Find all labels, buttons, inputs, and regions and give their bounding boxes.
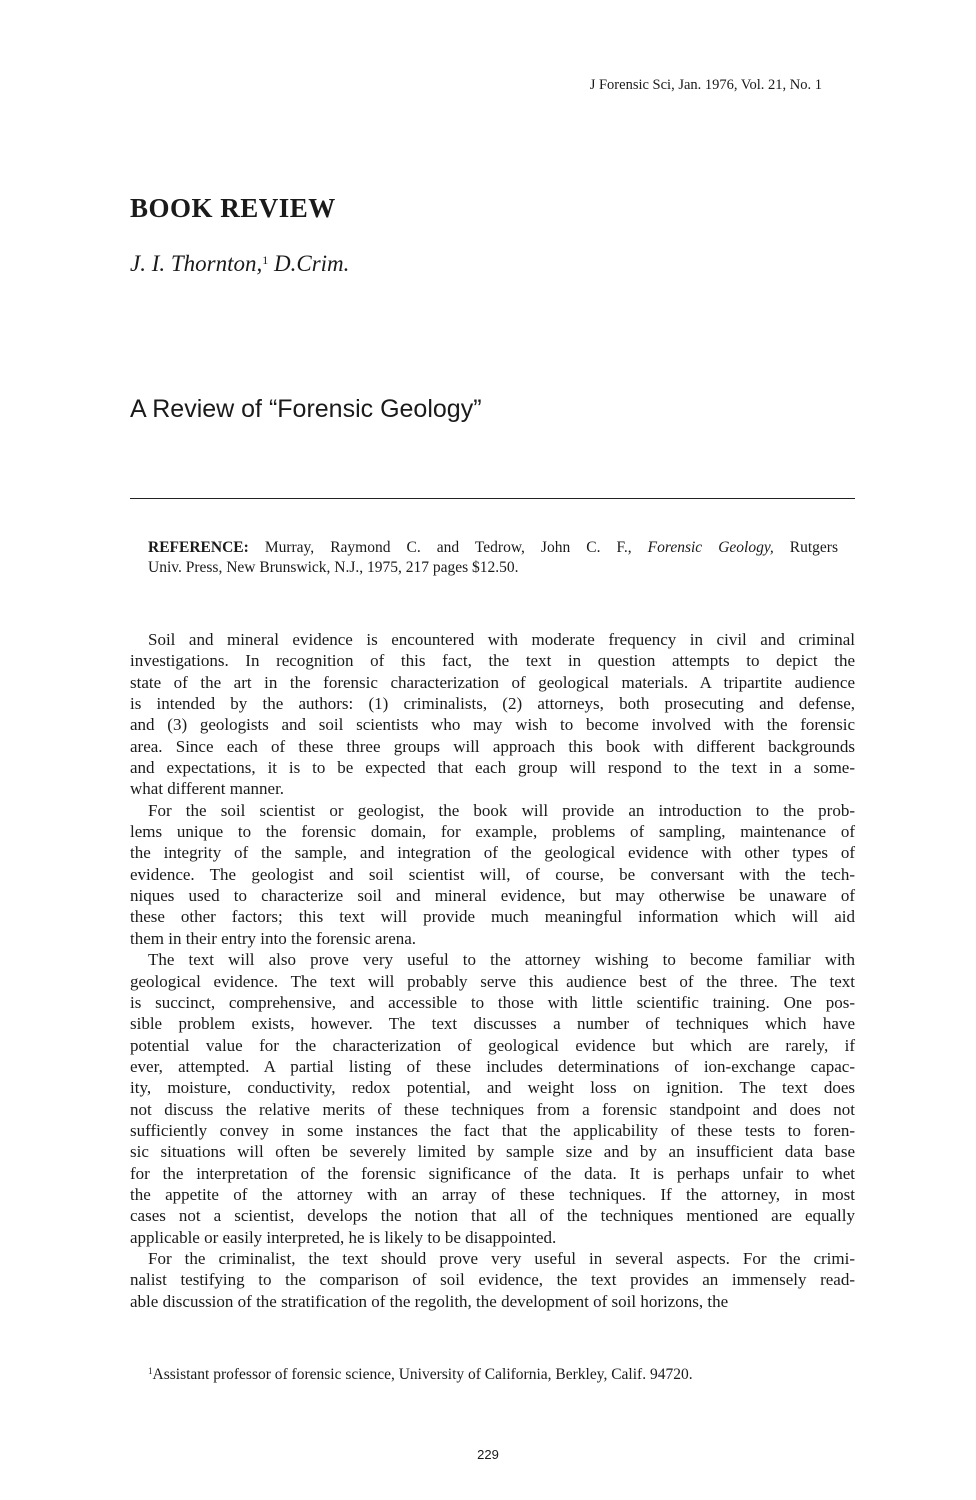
text-line: The text will also prove very useful to the attorney wishing to become familiar with (148, 950, 855, 970)
text-line: ity, moisture, conductivity, redox potential, and weight loss on ignition. The text does (130, 1078, 855, 1098)
text-line: and (3) geologists and soil scientists who may wish to become involved with the forensic (130, 715, 855, 735)
footnote-mark: 1 (262, 253, 269, 267)
text-line: evidence. The geologist and soil scientist will, of course, be conversant with the tech- (130, 864, 855, 884)
reference-label: REFERENCE: (148, 539, 249, 556)
reference-block (148, 538, 838, 578)
reference-text: Murray, Raymond C. and Tedrow, John C. F., (264, 539, 648, 556)
text-line: is succinct, comprehensive, and accessible to those with little scientific training. One pos- (130, 992, 855, 1012)
footnote-text: Assistant professor of forensic science, University of California, Berkley, Calif. 94720. (152, 1366, 693, 1383)
author-name: J. I. Thornton, (130, 251, 263, 276)
text-line: sic situations will often be severely limited by sample size and by an insufficient data base (130, 1142, 855, 1162)
article-title: A Review of “Forensic Geology” (130, 395, 482, 423)
text-line: ever, attempted. A partial listing of these includes determinations of ion-exchange capac- (130, 1056, 855, 1076)
text-line: these other factors; this text will provide much meaningful information which will aid (130, 907, 855, 927)
author-line (130, 251, 349, 277)
reference-line (148, 538, 838, 558)
divider (130, 498, 855, 499)
reference-text: Rutgers (773, 539, 839, 556)
text-line: able discussion of the stratification of the regolith, the development of soil horizons, the (130, 1291, 729, 1311)
text-line: state of the art in the forensic characterization of geological materials. A tripartite audience (130, 672, 855, 692)
text-line: Soil and mineral evidence is encountered with moderate frequency in civil and criminal (148, 630, 855, 649)
text-line: investigations. In recognition of this fact, the text in question attempts to depict the (130, 651, 855, 671)
journal-citation: J Forensic Sci, Jan. 1976, Vol. 21, No. 1 (589, 77, 822, 93)
text-line: sufficiently convey in some instances the fact that the applicability of these tests to foren- (130, 1120, 855, 1140)
text-line: them in their entry into the forensic arena. (130, 928, 417, 948)
text-line: the integrity of the sample, and integration of the geological evidence with other types of (130, 843, 855, 863)
paragraph (130, 949, 855, 1248)
text-line: area. Since each of these three groups will approach this book with different backgrounds (130, 736, 855, 756)
text-line: potential value for the characterization of geological evidence but which are rarely, if (130, 1035, 855, 1055)
text-line: for the interpretation of the forensic significance of the data. It is perhaps unfair to whet (130, 1163, 855, 1183)
section-heading: BOOK REVIEW (130, 193, 336, 223)
text-line: is intended by the authors: (1) criminalists, (2) attorneys, both prosecuting and defense, (130, 694, 855, 714)
text-line: For the soil scientist or geologist, the book will provide an introduction to the prob- (148, 800, 855, 820)
body-text (130, 629, 855, 1312)
footnote-mark: 1 (148, 1366, 153, 1376)
text-line: what different manner. (130, 779, 285, 799)
text-line: the appetite of the attorney with an array of these techniques. If the attorney, in most (130, 1184, 855, 1204)
text-line: niques used to characterize soil and mineral evidence, but may otherwise be unaware of (130, 886, 855, 906)
text-line: cases not a scientist, develops the notion that all of the techniques mentioned are equally (130, 1206, 855, 1226)
paragraph (130, 1248, 855, 1312)
author-degree: D.Crim. (274, 251, 350, 276)
text-line: lems unique to the forensic domain, for example, problems of sampling, maintenance of (130, 822, 855, 842)
reference-line: Univ. Press, New Brunswick, N.J., 1975, 217 pages $12.50. (148, 559, 519, 576)
text-line: and expectations, it is to be expected that each group will respond to the text in a some- (130, 758, 855, 778)
text-line: applicable or easily interpreted, he is likely to be disappointed. (130, 1227, 557, 1247)
text-line: not discuss the relative merits of these techniques from a forensic standpoint and does not (130, 1099, 855, 1119)
text-line: For the criminalist, the text should prove very useful in several aspects. For the crimi- (148, 1248, 855, 1268)
paragraph (130, 800, 855, 949)
paragraph (130, 629, 855, 800)
text-line: geological evidence. The text will probably serve this audience best of the three. The text (130, 971, 855, 991)
book-title: Forensic Geology, (647, 539, 774, 556)
page-number: 229 (477, 1447, 499, 1462)
text-line: nalist testifying to the comparison of soil evidence, the text provides an immensely read- (130, 1270, 855, 1290)
footnote (148, 1366, 693, 1384)
text-line: sible problem exists, however. The text discusses a number of techniques which have (130, 1014, 855, 1034)
